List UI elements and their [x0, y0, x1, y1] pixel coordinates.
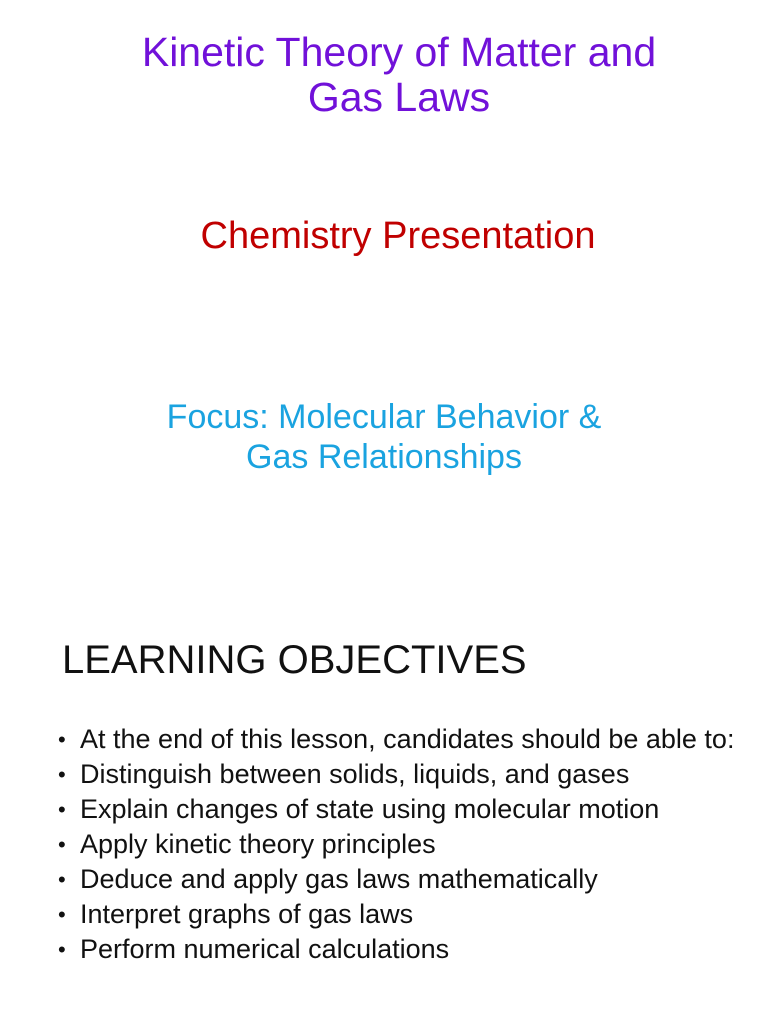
- slide-focus-text: [0, 397, 768, 477]
- objective-text: Perform numerical calculations: [80, 934, 450, 964]
- learning-objectives-heading: LEARNING OBJECTIVES: [62, 638, 527, 682]
- bullet-icon: •: [58, 762, 66, 787]
- list-item: [58, 794, 748, 824]
- list-item: [58, 899, 748, 929]
- slide-title-line-1: Kinetic Theory of Matter and: [141, 29, 657, 75]
- list-item: [58, 934, 748, 964]
- objective-text: Explain changes of state using molecular motion: [80, 794, 660, 824]
- objectives-list: [58, 724, 748, 972]
- list-item: [58, 759, 748, 789]
- bullet-icon: •: [58, 902, 66, 927]
- objective-text: Deduce and apply gas laws mathematically: [80, 864, 598, 894]
- list-item: [58, 724, 748, 754]
- focus-line-2: Gas Relationships: [246, 438, 522, 476]
- slide-title: [0, 30, 768, 120]
- slide-subtitle: Chemistry Presentation: [200, 215, 596, 257]
- bullet-icon: •: [58, 832, 66, 857]
- objective-text: Apply kinetic theory principles: [80, 829, 436, 859]
- objective-text: Interpret graphs of gas laws: [80, 899, 414, 929]
- slide-title-line-2: Gas Laws: [307, 74, 491, 120]
- bullet-icon: •: [58, 937, 66, 962]
- bullet-icon: •: [58, 727, 66, 752]
- focus-line-1: Focus: Molecular Behavior &: [166, 398, 602, 436]
- bullet-icon: •: [58, 797, 66, 822]
- list-item: [58, 829, 748, 859]
- bullet-icon: •: [58, 867, 66, 892]
- objective-text: Distinguish between solids, liquids, and gases: [80, 759, 630, 789]
- list-item: [58, 864, 748, 894]
- objective-text: At the end of this lesson, candidates should be able to:: [80, 724, 735, 754]
